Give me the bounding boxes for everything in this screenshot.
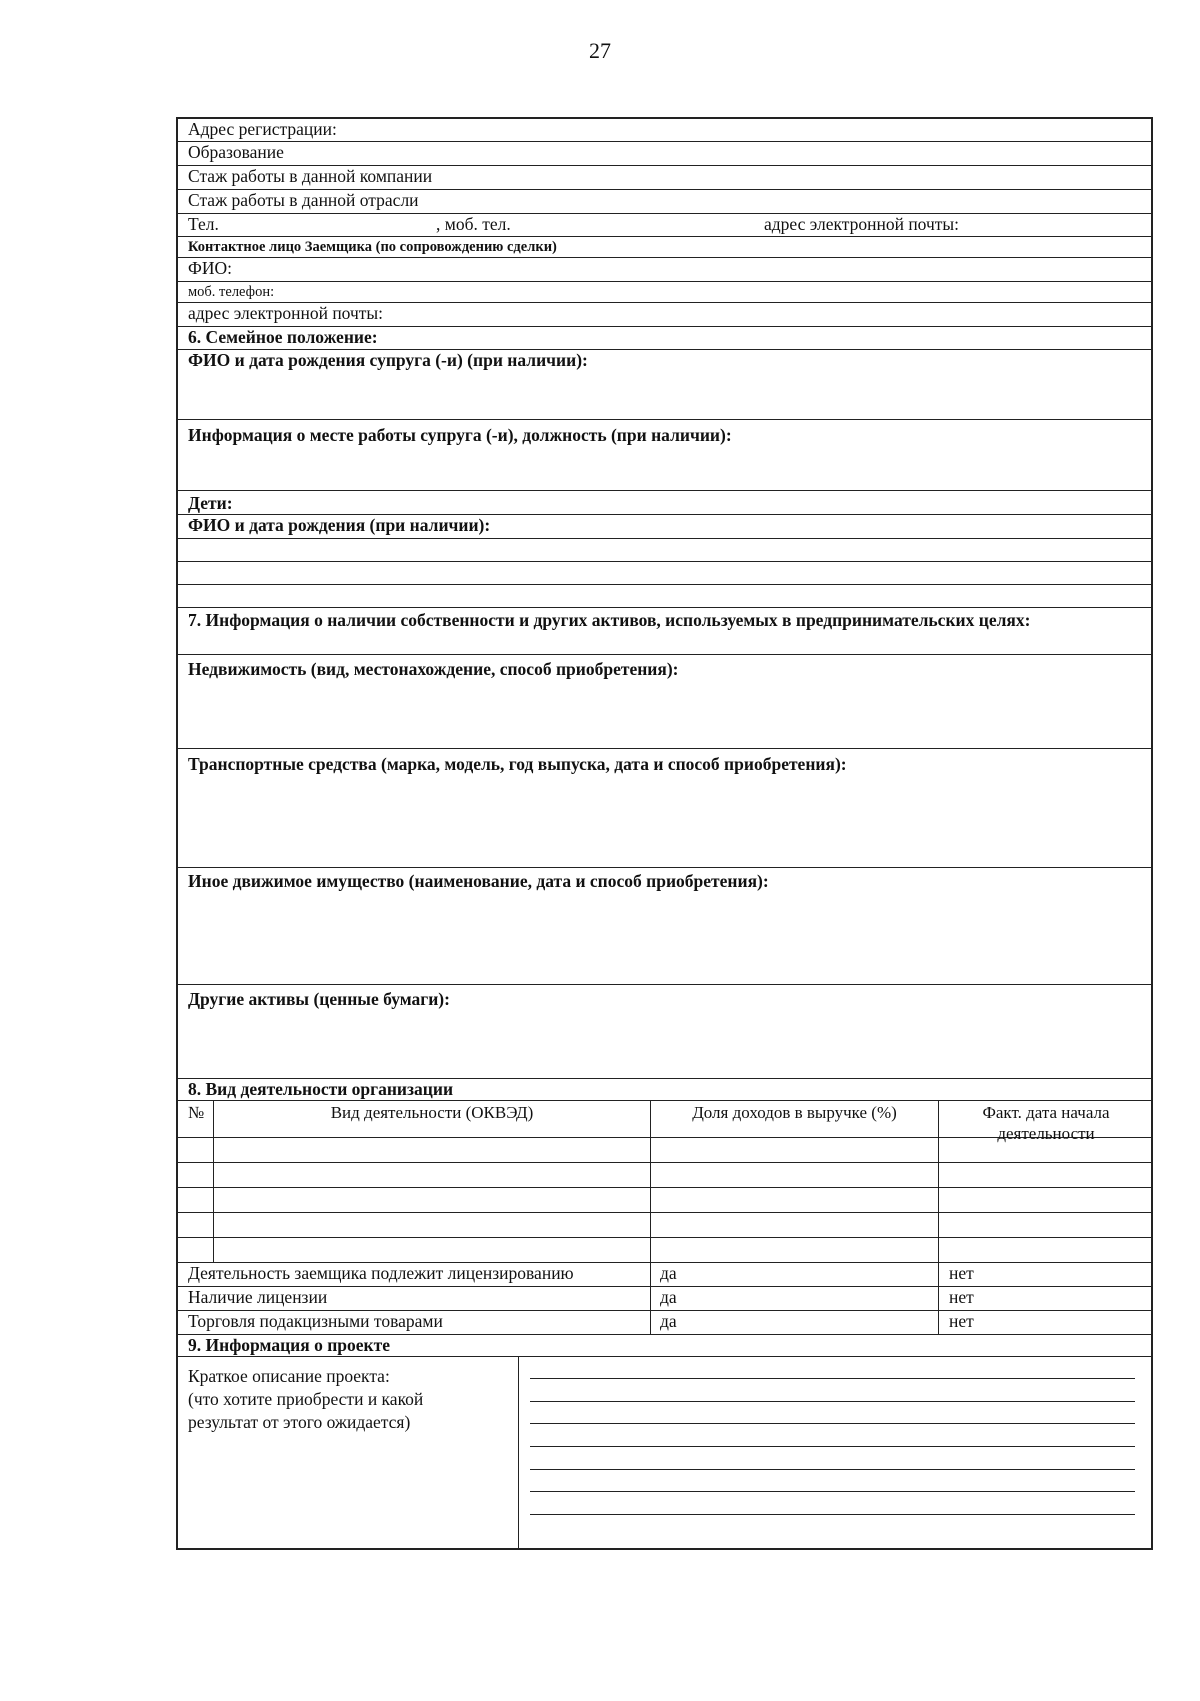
section9-title [178, 1335, 1151, 1357]
spouse-work-field[interactable] [178, 420, 1151, 491]
spouse-fio-label: ФИО и дата рождения супруга (-и) (при наличии): [188, 350, 588, 370]
activity-cell[interactable] [214, 1163, 651, 1188]
children-field[interactable] [178, 491, 1151, 515]
section7-title [178, 608, 1151, 655]
project-description-label [178, 1357, 519, 1548]
activity-cell[interactable] [939, 1213, 1153, 1238]
blank-line [530, 1423, 1135, 1424]
page-number: 27 [589, 38, 611, 63]
vehicles-label: Транспортные средства (марка, модель, год выпуска, дата и способ приобретения): [188, 754, 847, 774]
blank-line [530, 1401, 1135, 1402]
section6-title-text: 6. Семейное положение: [188, 327, 378, 347]
licensing-label: Деятельность заемщика подлежит лицензированию [178, 1263, 651, 1287]
license-label: Наличие лицензии [178, 1287, 651, 1311]
excise-yes-option[interactable]: да [651, 1311, 939, 1335]
section8-title-text: 8. Вид деятельности организации [188, 1079, 454, 1099]
blank-line [530, 1378, 1135, 1379]
children-blank-row[interactable] [178, 585, 1151, 608]
blank-line [530, 1469, 1135, 1470]
contact-person-label: Контактное лицо Заемщика (по сопровождению сделки) [188, 239, 557, 255]
application-form [176, 117, 1153, 1550]
col-header-start-date: Факт. дата начала деятельности [939, 1101, 1153, 1138]
license-no-option[interactable]: нет [939, 1287, 1153, 1311]
fio-field[interactable] [178, 258, 1151, 282]
yes-no-table [178, 1263, 1151, 1335]
license-yes-option[interactable]: да [651, 1287, 939, 1311]
children-blank-row[interactable] [178, 562, 1151, 585]
mob-tel-label: , моб. тел. [436, 214, 511, 234]
real-estate-label: Недвижимость (вид, местонахождение, способ приобретения): [188, 659, 679, 679]
activity-cell[interactable] [214, 1138, 651, 1163]
children-fio-label: ФИО и дата рождения (при наличии): [188, 515, 491, 535]
col-header-income-share: Доля доходов в выручке (%) [651, 1101, 939, 1138]
activity-table [178, 1101, 1151, 1263]
activity-cell[interactable] [939, 1188, 1153, 1213]
project-desc-line: (что хотите приобрести и какой [188, 1389, 424, 1409]
email2-label: адрес электронной почты: [188, 303, 384, 323]
licensing-no-option[interactable]: нет [939, 1263, 1153, 1287]
col-header-number: № [178, 1101, 214, 1138]
other-movable-field[interactable] [178, 868, 1151, 985]
children-fio-field[interactable] [178, 515, 1151, 539]
licensing-yes-option[interactable]: да [651, 1263, 939, 1287]
email2-field[interactable] [178, 303, 1151, 327]
project-desc-line: результат от этого ожидается) [188, 1412, 411, 1432]
reg-address-label: Адрес регистрации: [188, 119, 337, 139]
fio-label: ФИО: [188, 258, 232, 278]
section9-title-text: 9. Информация о проекте [188, 1335, 390, 1355]
activity-cell[interactable] [178, 1238, 214, 1263]
section8-title [178, 1079, 1151, 1101]
real-estate-field[interactable] [178, 655, 1151, 749]
activity-cell[interactable] [651, 1188, 939, 1213]
exp-company-field[interactable] [178, 166, 1151, 190]
col-header-activity: Вид деятельности (ОКВЭД) [214, 1101, 651, 1138]
activity-cell[interactable] [651, 1238, 939, 1263]
activity-cell[interactable] [214, 1188, 651, 1213]
project-desc-line: Краткое описание проекта: [188, 1366, 390, 1386]
activity-cell[interactable] [651, 1163, 939, 1188]
activity-cell[interactable] [939, 1238, 1153, 1263]
children-label: Дети: [188, 493, 233, 513]
activity-cell[interactable] [939, 1163, 1153, 1188]
activity-cell[interactable] [178, 1163, 214, 1188]
blank-line [530, 1514, 1135, 1515]
activity-cell[interactable] [214, 1238, 651, 1263]
education-field[interactable] [178, 142, 1151, 166]
activity-cell[interactable] [214, 1213, 651, 1238]
project-description-input[interactable] [519, 1357, 1153, 1548]
activity-cell[interactable] [651, 1138, 939, 1163]
activity-cell[interactable] [178, 1188, 214, 1213]
email-label: адрес электронной почты: [764, 214, 960, 234]
spouse-work-label: Информация о месте работы супруга (-и), должность (при наличии): [188, 425, 732, 445]
blank-line [530, 1491, 1135, 1492]
project-section [178, 1357, 1151, 1548]
exp-industry-label: Стаж работы в данной отрасли [188, 190, 419, 210]
other-movable-label: Иное движимое имущество (наименование, дата и способ приобретения): [188, 871, 769, 891]
section6-title [178, 327, 1151, 350]
section7-title-text: 7. Информация о наличии собственности и других активов, используемых в предпринимательских целях: [188, 610, 1031, 630]
exp-company-label: Стаж работы в данной компании [188, 166, 433, 186]
activity-cell[interactable] [178, 1138, 214, 1163]
blank-line [530, 1446, 1135, 1447]
exp-industry-field[interactable] [178, 190, 1151, 214]
other-assets-field[interactable] [178, 985, 1151, 1079]
spouse-fio-field[interactable] [178, 350, 1151, 420]
vehicles-field[interactable] [178, 749, 1151, 868]
reg-address-field[interactable] [178, 119, 1151, 142]
education-label: Образование [188, 142, 284, 162]
tel-label: Тел. [188, 214, 219, 234]
mob-phone-label: моб. телефон: [188, 284, 275, 300]
excise-label: Торговля подакцизными товарами [178, 1311, 651, 1335]
other-assets-label: Другие активы (ценные бумаги): [188, 989, 450, 1009]
excise-no-option[interactable]: нет [939, 1311, 1153, 1335]
activity-cell[interactable] [651, 1213, 939, 1238]
activity-cell[interactable] [939, 1138, 1153, 1163]
contact-person-heading [178, 237, 1151, 258]
children-blank-row[interactable] [178, 539, 1151, 562]
mob-phone-field[interactable] [178, 282, 1151, 303]
phone-field[interactable] [178, 214, 1151, 237]
activity-cell[interactable] [178, 1213, 214, 1238]
